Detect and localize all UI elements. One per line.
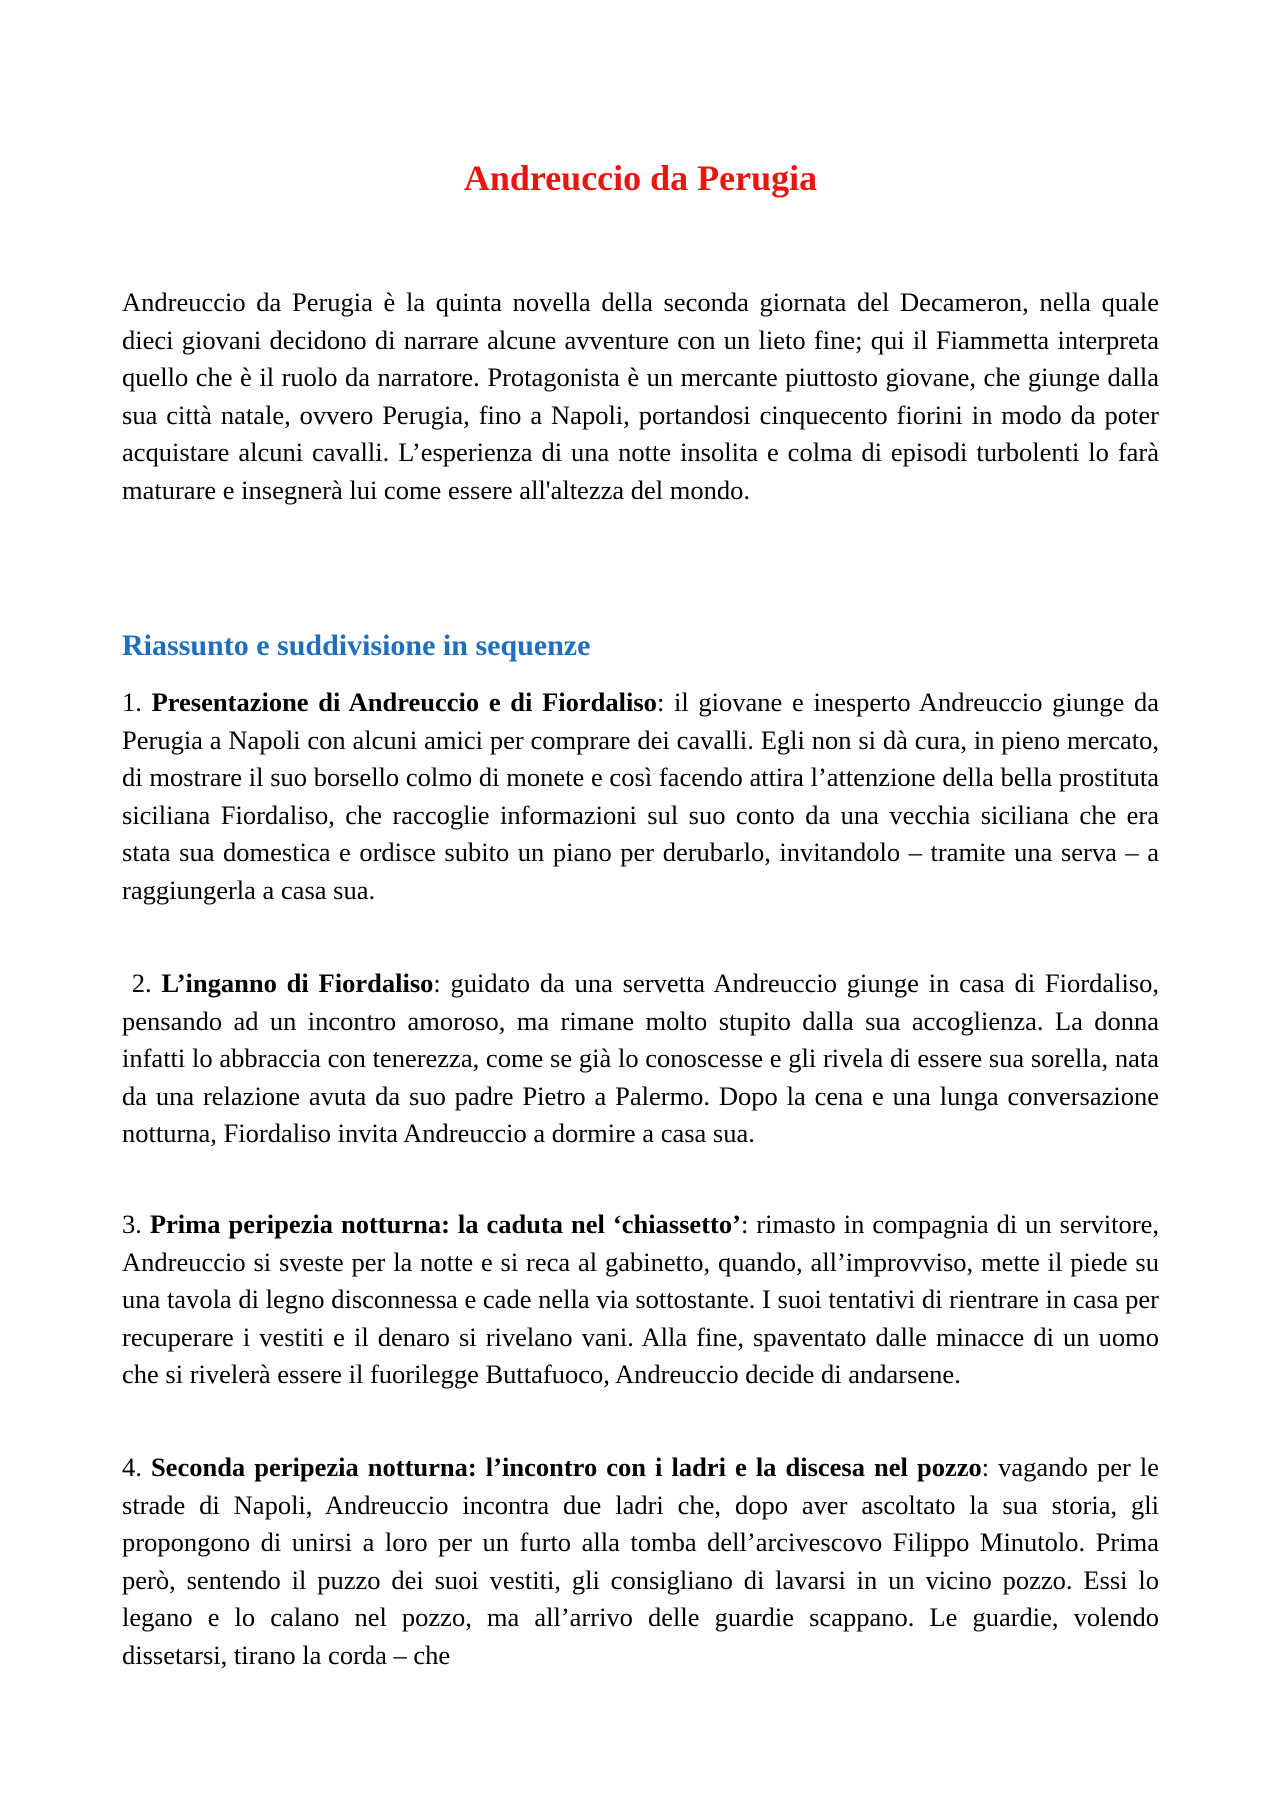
sequence-paragraph-1 xyxy=(122,684,1159,910)
intro-paragraph: Andreuccio da Perugia è la quinta novella della seconda giornata del Decameron, nella quale dieci giovani decidono di narrare alcune avventure con un lieto fine; qui il Fiammetta interpreta quello che è il ruolo da narratore. Protagonista è un mercante piuttosto giovane, che giunge dalla sua città natale, ovvero Perugia, fino a Napoli, portandosi cinquecento fiorini in modo da poter acquistare alcuni cavalli. L’esperienza di una notte insolita e colma di episodi turbolenti lo farà maturare e insegnerà lui come essere all'altezza del mondo. xyxy=(122,287,1159,505)
sequence-number: 3. xyxy=(122,1209,150,1239)
sequence-number: 1. xyxy=(122,687,152,717)
page-title: Andreuccio da Perugia xyxy=(463,158,818,198)
sequence-text: : il giovane e inesperto Andreuccio giunge da Perugia a Napoli con alcuni amici per comprare dei cavalli. Egli non si dà cura, in pieno mercato, di mostrare il suo borsello colmo di monete e così facendo attira l’attenzione della bella prostituta siciliana Fiordaliso, che raccoglie informazioni sul suo conto da una vecchia siciliana che era stata sua domestica e ordisce subito un piano per derubarlo, invitandolo – tramite una serva – a raggiungerla a casa sua. xyxy=(122,687,1159,905)
sequence-paragraph-3 xyxy=(122,1206,1159,1394)
sequence-text: : rimasto in compagnia di un servitore, Andreuccio si sveste per la notte e si reca al gabinetto, quando, all’improvviso, mette il piede su una tavola di legno disconnessa e cade nella via sottostante. I suoi tentativi di rientrare in casa per recuperare i vestiti e il denaro si rivelano vani. Alla fine, spaventato dalle minacce di un uomo che si rivelerà essere il fuorilegge Buttafuoco, Andreuccio decide di andarsene. xyxy=(122,1209,1160,1390)
sequence-text: : guidato da una servetta Andreuccio giunge in casa di Fiordaliso, pensando ad un incontro amoroso, ma rimane molto stupito dalla sua accoglienza. La donna infatti lo abbraccia con tenerezza, come se già lo conoscesse e gli rivela di essere sua sorella, nata da una relazione avuta da suo padre Pietro a Palermo. Dopo la cena e una lunga conversazione notturna, Fiordaliso invita Andreuccio a dormire a casa sua. xyxy=(122,968,1160,1149)
sequence-title: Prima peripezia notturna: la caduta nel ‘chiassetto’ xyxy=(149,1209,741,1239)
sequence-title: Seconda peripezia notturna: l’incontro con i ladri e la discesa nel pozzo xyxy=(150,1452,982,1482)
sequence-text: : vagando per le strade di Napoli, Andreuccio incontra due ladri che, dopo aver ascoltato la sua storia, gli propongono di unirsi a loro per un furto alla tomba dell’arcivescovo Filippo Minutolo. Prima però, sentendo il puzzo dei suoi vestiti, gli consigliano di lavarsi in un vicino pozzo. Essi lo legano e lo calano nel pozzo, ma all’arrivo delle guardie scappano. Le guardie, volendo dissetarsi, tirano la corda – che xyxy=(122,1452,1160,1670)
sequence-paragraph-4 xyxy=(122,1449,1159,1675)
sequence-paragraph-2 xyxy=(122,965,1159,1153)
sequence-number: 2. xyxy=(122,968,162,998)
sequence-title: L’inganno di Fiordaliso xyxy=(161,968,434,998)
section-heading: Riassunto e suddivisione in sequenze xyxy=(122,629,591,662)
sequence-number: 4. xyxy=(122,1452,151,1482)
sequence-title: Presentazione di Andreuccio e di Fiordaliso xyxy=(151,687,657,717)
